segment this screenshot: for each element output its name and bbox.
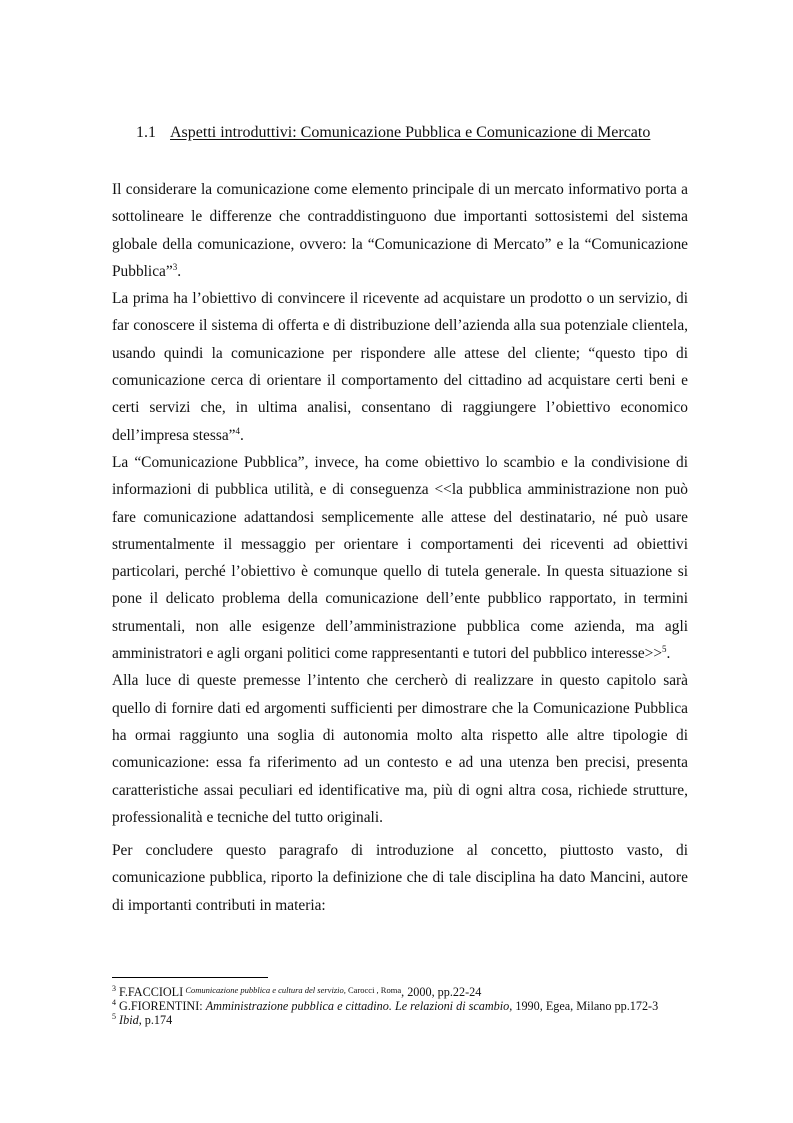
footnote: $^3$ F.FACCIOLI $^{Comunicazione pubblica e cultura del servizio, Carocci , Roma}$, 2000, pp.22-24 bbox=[112, 983, 482, 999]
body-text bbox=[112, 176, 688, 919]
paragraph: Alla luce di queste premesse l’intento che cercherò di realizzare in questo capitolo sarà quello di fornire dati ed argomenti sufficienti per dimostrare che la Comunicazione Pubblica ha ormai raggiunto una soglia di autonomia molto alta rispetto alle altre tipologie di comunicazione: essa fa riferimento ad un contesto e ad una utenza ben precisi, presenta caratteristiche assai peculiari ed identificative ma, più di ogni altra cosa, richiede strutture, professionalità e tecniche del tutto originali. bbox=[112, 672, 688, 826]
footnote-ref: 4 bbox=[235, 425, 241, 436]
section-number: 1.1 bbox=[136, 124, 156, 141]
paragraph: La prima ha l’obiettivo di convincere il ricevente ad acquistare un prodotto o un servizio, di far conoscere il sistema di offerta e di distribuzione dell’azienda alla sua potenziale clientela, usando quindi la comunicazione per rispondere alle attese del cliente; “questo tipo di comunicazione cerca di orientare il comportamento del cittadino ad acquistare certi beni e certi servizi che, in ultima analisi, consentano di raggiungere l’obiettivo economico dell’impresa stessa”$^4$. bbox=[112, 290, 688, 444]
footnote-ref: 3 bbox=[172, 261, 178, 272]
paragraph: Il considerare la comunicazione come elemento principale di un mercato informativo porta a sottolineare le differenze che contraddistinguono due importanti sottosistemi del sistema globale della comunicazione, ovvero: la “Comunicazione di Mercato” e la “Comunicazione Pubblica”$^3$. bbox=[112, 181, 688, 280]
paragraph: La “Comunicazione Pubblica”, invece, ha come obiettivo lo scambio e la condivisione di informazioni di pubblica utilità, e di conseguenza <<la pubblica amministrazione non può fare comunicazione adattandosi semplicemente alle attese del destinatario, né può usare strumentalmente il messaggio per orientare i comportamenti dei riceventi ad obiettivi particolari, perché l’obiettivo è comunque quello di tutela generale. In questa situazione si pone il delicato problema della comunicazione dell’ente pubblico rapportato, in termini strumentali, non alle esigenze dell’amministrazione pubblica come azienda, ma agli amministratori e agli organi politici come rappresentanti e tutori del pubblico interesse>>$^5$. bbox=[112, 453, 688, 663]
section-heading bbox=[136, 123, 696, 143]
paragraph: Per concludere questo paragrafo di introduzione al concetto, piuttosto vasto, di comunicazione pubblica, riporto la definizione che di tale disciplina ha dato Mancini, autore di importanti contributi in materia: bbox=[112, 842, 688, 914]
footnote-ref: 5 bbox=[662, 643, 667, 654]
footnote-separator bbox=[112, 977, 268, 978]
footnote: $^4$ G.FIORENTINI: Amministrazione pubblica e cittadino. Le relazioni di scambio, 1990, Egea, Milano pp.172-3 bbox=[112, 997, 659, 1013]
footnotes bbox=[112, 983, 688, 1027]
section-title: Aspetti introduttivi: Comunicazione Pubblica e Comunicazione di Mercato bbox=[170, 124, 651, 141]
footnote: $^5$ Ibid, p.174 bbox=[112, 1011, 173, 1027]
